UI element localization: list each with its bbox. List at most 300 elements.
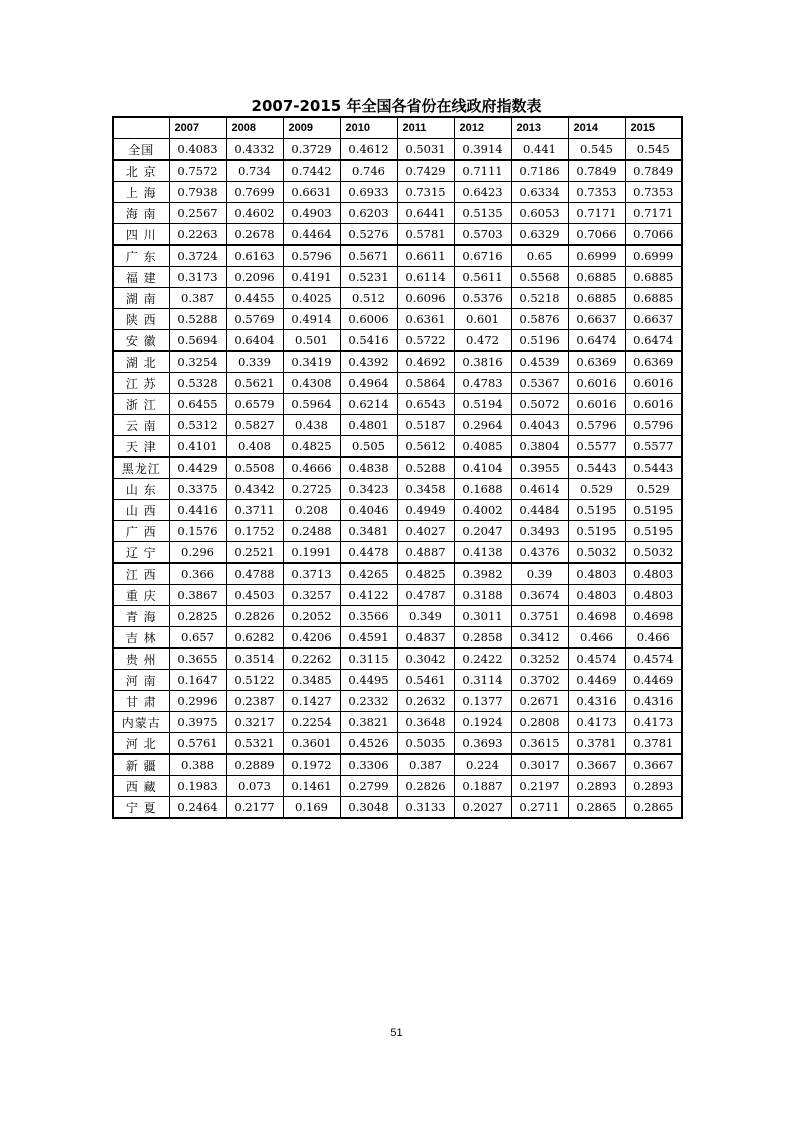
index-value-cell: 0.4138	[454, 542, 511, 564]
table-row	[113, 691, 682, 712]
index-value-cell: 0.6999	[625, 245, 682, 267]
index-value-cell: 0.4027	[397, 521, 454, 542]
index-value-cell: 0.5416	[340, 330, 397, 352]
index-value-cell: 0.466	[568, 627, 625, 649]
index-value-cell: 0.7066	[568, 224, 625, 246]
index-value-cell: 0.1924	[454, 712, 511, 733]
index-value-cell: 0.2096	[226, 267, 283, 288]
index-value-cell: 0.2177	[226, 797, 283, 819]
index-value-cell: 0.39	[511, 563, 568, 585]
index-value-cell: 0.1983	[169, 776, 226, 797]
year-header: 2015	[625, 117, 682, 139]
province-name-cell: 新 疆	[113, 754, 169, 776]
index-value-cell: 0.4206	[283, 627, 340, 649]
index-value-cell: 0.4484	[511, 500, 568, 521]
index-value-cell: 0.5218	[511, 288, 568, 309]
table-row	[113, 224, 682, 246]
table-row	[113, 160, 682, 182]
table-row	[113, 267, 682, 288]
index-value-cell: 0.4101	[169, 436, 226, 458]
index-value-cell: 0.169	[283, 797, 340, 819]
index-value-cell: 0.6282	[226, 627, 283, 649]
index-value-cell: 0.1461	[283, 776, 340, 797]
index-value-cell: 0.4837	[397, 627, 454, 649]
index-value-cell: 0.6016	[625, 373, 682, 394]
index-value-cell: 0.5443	[625, 457, 682, 479]
index-value-cell: 0.6543	[397, 394, 454, 415]
index-value-cell: 0.441	[511, 139, 568, 161]
index-value-cell: 0.5671	[340, 245, 397, 267]
index-value-cell: 0.5195	[568, 521, 625, 542]
year-header: 2008	[226, 117, 283, 139]
index-value-cell: 0.5031	[397, 139, 454, 161]
index-value-cell: 0.4539	[511, 351, 568, 373]
table-row	[113, 436, 682, 458]
index-value-cell: 0.6885	[625, 288, 682, 309]
index-value-cell: 0.2052	[283, 606, 340, 627]
index-value-cell: 0.387	[397, 754, 454, 776]
table-row	[113, 670, 682, 691]
index-value-cell: 0.3217	[226, 712, 283, 733]
table-row	[113, 521, 682, 542]
index-value-cell: 0.6885	[568, 288, 625, 309]
index-value-cell: 0.2197	[511, 776, 568, 797]
index-value-cell: 0.3867	[169, 585, 226, 606]
province-name-cell: 广 西	[113, 521, 169, 542]
index-value-cell: 0.4825	[397, 563, 454, 585]
index-value-cell: 0.466	[625, 627, 682, 649]
index-value-cell: 0.4173	[625, 712, 682, 733]
index-value-cell: 0.4416	[169, 500, 226, 521]
index-value-cell: 0.1377	[454, 691, 511, 712]
index-value-cell: 0.5276	[340, 224, 397, 246]
corner-cell	[113, 117, 169, 139]
table-row	[113, 712, 682, 733]
index-value-cell: 0.7066	[625, 224, 682, 246]
page-number: 51	[390, 1027, 403, 1039]
index-value-cell: 0.3375	[169, 479, 226, 500]
index-value-cell: 0.746	[340, 160, 397, 182]
index-value-cell: 0.6163	[226, 245, 283, 267]
province-name-cell: 安 徽	[113, 330, 169, 352]
index-value-cell: 0.5612	[397, 436, 454, 458]
province-name-cell: 贵 州	[113, 648, 169, 670]
index-value-cell: 0.7442	[283, 160, 340, 182]
index-value-cell: 0.3975	[169, 712, 226, 733]
index-value-cell: 0.3011	[454, 606, 511, 627]
index-value-cell: 0.3702	[511, 670, 568, 691]
index-value-cell: 0.505	[340, 436, 397, 458]
index-value-cell: 0.4392	[340, 351, 397, 373]
table-row	[113, 288, 682, 309]
table-row	[113, 245, 682, 267]
table-row	[113, 585, 682, 606]
index-value-cell: 0.4591	[340, 627, 397, 649]
header-row	[113, 117, 682, 139]
index-value-cell: 0.4503	[226, 585, 283, 606]
index-value-cell: 0.6637	[625, 309, 682, 330]
index-value-cell: 0.6716	[454, 245, 511, 267]
province-name-cell: 湖 南	[113, 288, 169, 309]
index-value-cell: 0.4801	[340, 415, 397, 436]
index-value-cell: 0.3042	[397, 648, 454, 670]
index-value-cell: 0.4429	[169, 457, 226, 479]
index-value-cell: 0.3751	[511, 606, 568, 627]
province-name-cell: 上 海	[113, 182, 169, 203]
index-value-cell: 0.5321	[226, 733, 283, 755]
index-value-cell: 0.2996	[169, 691, 226, 712]
index-value-cell: 0.5195	[625, 521, 682, 542]
index-value-cell: 0.7171	[625, 203, 682, 224]
index-value-cell: 0.7315	[397, 182, 454, 203]
index-value-cell: 0.6214	[340, 394, 397, 415]
index-value-cell: 0.4526	[340, 733, 397, 755]
index-value-cell: 0.5621	[226, 373, 283, 394]
index-value-cell: 0.4803	[568, 563, 625, 585]
index-value-cell: 0.3674	[511, 585, 568, 606]
index-value-cell: 0.3655	[169, 648, 226, 670]
index-value-cell: 0.2893	[568, 776, 625, 797]
index-value-cell: 0.3955	[511, 457, 568, 479]
province-name-cell: 山 东	[113, 479, 169, 500]
table-row	[113, 648, 682, 670]
index-value-cell: 0.7429	[397, 160, 454, 182]
index-value-cell: 0.5032	[568, 542, 625, 564]
index-value-cell: 0.2262	[283, 648, 340, 670]
index-value-cell: 0.512	[340, 288, 397, 309]
index-value-cell: 0.4046	[340, 500, 397, 521]
index-value-cell: 0.2858	[454, 627, 511, 649]
index-value-cell: 0.1752	[226, 521, 283, 542]
index-value-cell: 0.4469	[625, 670, 682, 691]
table-row	[113, 373, 682, 394]
index-value-cell: 0.5328	[169, 373, 226, 394]
index-value-cell: 0.3615	[511, 733, 568, 755]
index-value-cell: 0.4666	[283, 457, 340, 479]
index-value-cell: 0.4698	[625, 606, 682, 627]
index-value-cell: 0.6455	[169, 394, 226, 415]
index-value-cell: 0.3781	[625, 733, 682, 755]
index-value-cell: 0.3566	[340, 606, 397, 627]
index-value-cell: 0.6329	[511, 224, 568, 246]
index-value-cell: 0.4914	[283, 309, 340, 330]
index-value-cell: 0.4122	[340, 585, 397, 606]
index-value-cell: 0.7353	[625, 182, 682, 203]
province-name-cell: 浙 江	[113, 394, 169, 415]
index-value-cell: 0.5694	[169, 330, 226, 352]
index-value-cell: 0.1991	[283, 542, 340, 564]
table-row	[113, 415, 682, 436]
index-value-cell: 0.4464	[283, 224, 340, 246]
province-name-cell: 湖 北	[113, 351, 169, 373]
index-value-cell: 0.6369	[625, 351, 682, 373]
index-value-cell: 0.4964	[340, 373, 397, 394]
index-value-cell: 0.4308	[283, 373, 340, 394]
table-row	[113, 203, 682, 224]
index-value-cell: 0.4783	[454, 373, 511, 394]
table-body	[113, 139, 682, 819]
index-value-cell: 0.4342	[226, 479, 283, 500]
index-value-cell: 0.3821	[340, 712, 397, 733]
index-value-cell: 0.1427	[283, 691, 340, 712]
index-value-cell: 0.5187	[397, 415, 454, 436]
index-value-cell: 0.5231	[340, 267, 397, 288]
province-name-cell: 江 西	[113, 563, 169, 585]
index-value-cell: 0.3306	[340, 754, 397, 776]
index-value-cell: 0.5194	[454, 394, 511, 415]
index-value-cell: 0.5195	[568, 500, 625, 521]
index-value-cell: 0.5577	[625, 436, 682, 458]
index-value-cell: 0.3648	[397, 712, 454, 733]
index-value-cell: 0.5577	[568, 436, 625, 458]
index-value-cell: 0.3493	[511, 521, 568, 542]
government-index-table	[112, 116, 683, 819]
index-value-cell: 0.6474	[625, 330, 682, 352]
index-value-cell: 0.4316	[625, 691, 682, 712]
index-value-cell: 0.208	[283, 500, 340, 521]
index-value-cell: 0.5703	[454, 224, 511, 246]
index-value-cell: 0.3713	[283, 563, 340, 585]
index-value-cell: 0.4903	[283, 203, 340, 224]
index-value-cell: 0.1972	[283, 754, 340, 776]
year-header: 2010	[340, 117, 397, 139]
index-value-cell: 0.734	[226, 160, 283, 182]
index-value-cell: 0.501	[283, 330, 340, 352]
province-name-cell: 四 川	[113, 224, 169, 246]
province-name-cell: 全国	[113, 139, 169, 161]
index-value-cell: 0.4574	[625, 648, 682, 670]
index-value-cell: 0.5796	[283, 245, 340, 267]
index-value-cell: 0.1647	[169, 670, 226, 691]
index-value-cell: 0.3188	[454, 585, 511, 606]
index-value-cell: 0.2464	[169, 797, 226, 819]
index-value-cell: 0.4104	[454, 457, 511, 479]
index-value-cell: 0.2047	[454, 521, 511, 542]
index-value-cell: 0.5864	[397, 373, 454, 394]
year-header: 2011	[397, 117, 454, 139]
index-value-cell: 0.2387	[226, 691, 283, 712]
index-value-cell: 0.5761	[169, 733, 226, 755]
index-value-cell: 0.5443	[568, 457, 625, 479]
province-name-cell: 福 建	[113, 267, 169, 288]
province-name-cell: 内蒙古	[113, 712, 169, 733]
index-value-cell: 0.6361	[397, 309, 454, 330]
index-value-cell: 0.5827	[226, 415, 283, 436]
index-value-cell: 0.2027	[454, 797, 511, 819]
index-value-cell: 0.529	[625, 479, 682, 500]
index-value-cell: 0.4887	[397, 542, 454, 564]
table-title: 2007-2015 年全国各省份在线政府指数表	[251, 97, 542, 115]
index-value-cell: 0.472	[454, 330, 511, 352]
index-value-cell: 0.4376	[511, 542, 568, 564]
index-value-cell: 0.3048	[340, 797, 397, 819]
index-value-cell: 0.7849	[625, 160, 682, 182]
index-value-cell: 0.6999	[568, 245, 625, 267]
index-value-cell: 0.6016	[568, 373, 625, 394]
index-value-cell: 0.4838	[340, 457, 397, 479]
index-value-cell: 0.3816	[454, 351, 511, 373]
table-row	[113, 797, 682, 819]
index-value-cell: 0.6611	[397, 245, 454, 267]
index-value-cell: 0.7572	[169, 160, 226, 182]
index-value-cell: 0.3601	[283, 733, 340, 755]
index-value-cell: 0.6203	[340, 203, 397, 224]
index-value-cell: 0.3729	[283, 139, 340, 161]
province-name-cell: 黑龙江	[113, 457, 169, 479]
index-value-cell: 0.7699	[226, 182, 283, 203]
year-header: 2014	[568, 117, 625, 139]
index-value-cell: 0.387	[169, 288, 226, 309]
index-value-cell: 0.2799	[340, 776, 397, 797]
index-value-cell: 0.6474	[568, 330, 625, 352]
table-row	[113, 606, 682, 627]
index-value-cell: 0.2826	[226, 606, 283, 627]
province-name-cell: 甘 肃	[113, 691, 169, 712]
index-value-cell: 0.224	[454, 754, 511, 776]
index-value-cell: 0.4803	[568, 585, 625, 606]
index-value-cell: 0.3133	[397, 797, 454, 819]
index-value-cell: 0.2332	[340, 691, 397, 712]
index-value-cell: 0.3458	[397, 479, 454, 500]
index-value-cell: 0.4612	[340, 139, 397, 161]
index-value-cell: 0.5312	[169, 415, 226, 436]
index-value-cell: 0.4002	[454, 500, 511, 521]
index-value-cell: 0.2826	[397, 776, 454, 797]
index-value-cell: 0.4469	[568, 670, 625, 691]
province-name-cell: 海 南	[113, 203, 169, 224]
index-value-cell: 0.366	[169, 563, 226, 585]
province-name-cell: 北 京	[113, 160, 169, 182]
province-name-cell: 河 北	[113, 733, 169, 755]
index-value-cell: 0.5722	[397, 330, 454, 352]
index-value-cell: 0.1688	[454, 479, 511, 500]
index-value-cell: 0.4825	[283, 436, 340, 458]
index-value-cell: 0.5122	[226, 670, 283, 691]
index-value-cell: 0.1887	[454, 776, 511, 797]
index-value-cell: 0.4316	[568, 691, 625, 712]
index-value-cell: 0.3724	[169, 245, 226, 267]
index-value-cell: 0.5135	[454, 203, 511, 224]
index-value-cell: 0.4083	[169, 139, 226, 161]
index-value-cell: 0.6423	[454, 182, 511, 203]
index-value-cell: 0.5964	[283, 394, 340, 415]
index-value-cell: 0.5376	[454, 288, 511, 309]
table-row	[113, 457, 682, 479]
index-value-cell: 0.388	[169, 754, 226, 776]
index-value-cell: 0.7849	[568, 160, 625, 182]
index-value-cell: 0.296	[169, 542, 226, 564]
index-value-cell: 0.3017	[511, 754, 568, 776]
province-name-cell: 吉 林	[113, 627, 169, 649]
index-value-cell: 0.2254	[283, 712, 340, 733]
index-value-cell: 0.4455	[226, 288, 283, 309]
province-name-cell: 河 南	[113, 670, 169, 691]
index-value-cell: 0.3412	[511, 627, 568, 649]
index-value-cell: 0.5461	[397, 670, 454, 691]
index-value-cell: 0.3423	[340, 479, 397, 500]
index-value-cell: 0.5196	[511, 330, 568, 352]
province-name-cell: 重 庆	[113, 585, 169, 606]
index-value-cell: 0.349	[397, 606, 454, 627]
index-value-cell: 0.3693	[454, 733, 511, 755]
index-value-cell: 0.5035	[397, 733, 454, 755]
index-value-cell: 0.4085	[454, 436, 511, 458]
index-value-cell: 0.3667	[568, 754, 625, 776]
index-value-cell: 0.6334	[511, 182, 568, 203]
index-value-cell: 0.2893	[625, 776, 682, 797]
index-value-cell: 0.3667	[625, 754, 682, 776]
index-value-cell: 0.2808	[511, 712, 568, 733]
table-row	[113, 563, 682, 585]
table-row	[113, 309, 682, 330]
index-value-cell: 0.5195	[625, 500, 682, 521]
table-row	[113, 394, 682, 415]
index-value-cell: 0.7171	[568, 203, 625, 224]
province-name-cell: 宁 夏	[113, 797, 169, 819]
index-value-cell: 0.2865	[625, 797, 682, 819]
index-value-cell: 0.2725	[283, 479, 340, 500]
index-value-cell: 0.6404	[226, 330, 283, 352]
index-value-cell: 0.3781	[568, 733, 625, 755]
index-value-cell: 0.7353	[568, 182, 625, 203]
index-value-cell: 0.2521	[226, 542, 283, 564]
index-value-cell: 0.6006	[340, 309, 397, 330]
index-value-cell: 0.2889	[226, 754, 283, 776]
index-value-cell: 0.6885	[625, 267, 682, 288]
index-value-cell: 0.5367	[511, 373, 568, 394]
index-value-cell: 0.6933	[340, 182, 397, 203]
index-value-cell: 0.7186	[511, 160, 568, 182]
index-value-cell: 0.4574	[568, 648, 625, 670]
year-header: 2012	[454, 117, 511, 139]
index-value-cell: 0.2671	[511, 691, 568, 712]
index-value-cell: 0.529	[568, 479, 625, 500]
index-value-cell: 0.7938	[169, 182, 226, 203]
index-value-cell: 0.2488	[283, 521, 340, 542]
year-header: 2007	[169, 117, 226, 139]
year-header: 2013	[511, 117, 568, 139]
index-value-cell: 0.5288	[397, 457, 454, 479]
index-value-cell: 0.601	[454, 309, 511, 330]
index-value-cell: 0.2422	[454, 648, 511, 670]
index-value-cell: 0.6016	[568, 394, 625, 415]
index-value-cell: 0.6631	[283, 182, 340, 203]
index-value-cell: 0.3485	[283, 670, 340, 691]
index-value-cell: 0.4788	[226, 563, 283, 585]
index-value-cell: 0.5796	[625, 415, 682, 436]
index-value-cell: 0.4332	[226, 139, 283, 161]
index-value-cell: 0.4803	[625, 563, 682, 585]
province-name-cell: 云 南	[113, 415, 169, 436]
index-value-cell: 0.2567	[169, 203, 226, 224]
table-row	[113, 754, 682, 776]
province-name-cell: 天 津	[113, 436, 169, 458]
index-value-cell: 0.4949	[397, 500, 454, 521]
index-value-cell: 0.5611	[454, 267, 511, 288]
index-value-cell: 0.3481	[340, 521, 397, 542]
province-name-cell: 陕 西	[113, 309, 169, 330]
index-value-cell: 0.6579	[226, 394, 283, 415]
table-row	[113, 330, 682, 352]
index-value-cell: 0.3514	[226, 648, 283, 670]
index-value-cell: 0.3711	[226, 500, 283, 521]
table-row	[113, 182, 682, 203]
index-value-cell: 0.4614	[511, 479, 568, 500]
index-value-cell: 0.4265	[340, 563, 397, 585]
index-value-cell: 0.4173	[568, 712, 625, 733]
index-value-cell: 0.3804	[511, 436, 568, 458]
index-value-cell: 0.073	[226, 776, 283, 797]
